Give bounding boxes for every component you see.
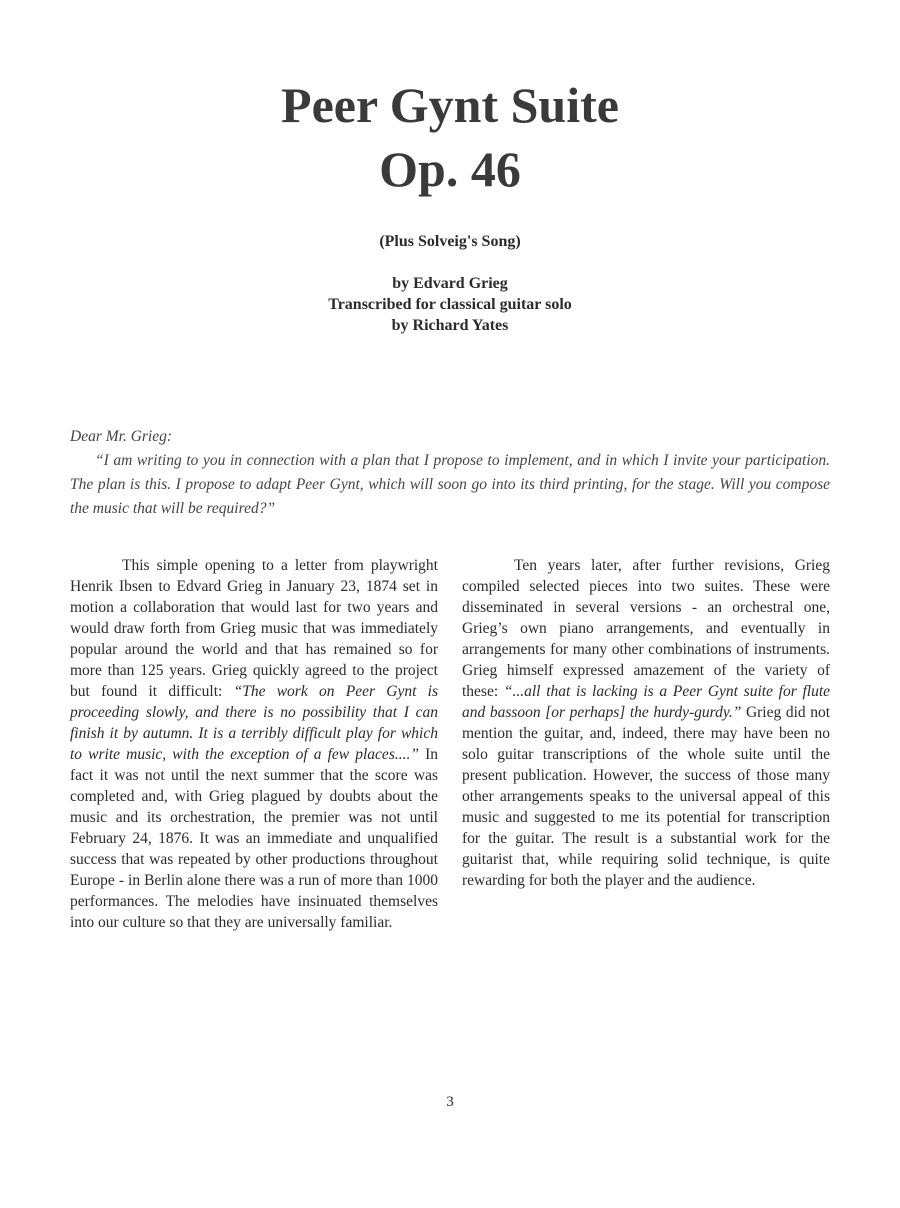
subtitle: (Plus Solveig's Song) (379, 233, 521, 250)
left-paragraph (70, 555, 438, 933)
transcription-credit: Transcribed for classical guitar solo (328, 296, 572, 313)
letter-quote: “I am writing to you in connection with a plan that I propose to implement, and in which I invite your participation. The plan is this. I propose to adapt Peer Gynt, which will soon go into its third printing, for the stage. Will you compose the music that will be required?” (70, 452, 830, 517)
arranger-credit: by Richard Yates (391, 317, 509, 334)
byline (0, 273, 900, 336)
title-line-2: Op. 46 (379, 141, 521, 197)
left-column (70, 555, 438, 933)
right-paragraph-quote: “...all that is lacking is a Peer Gynt suite for flute and bassoon [or perhaps] the hurdy-gurdy.” (462, 683, 831, 721)
left-paragraph-quote: “The work on Peer Gynt is proceeding slowly, and there is no possibility that I can finish it by autumn. It is a terribly difficult play for which to write music, with the exception of a few places....” (70, 683, 438, 763)
page-number: 3 (446, 1094, 454, 1110)
title-line-1: Peer Gynt Suite (281, 77, 619, 133)
letter-excerpt (70, 425, 830, 521)
left-paragraph-text-b: In fact it was not until the next summer that the score was completed and, with Grieg plagued by doubts about the music and its orchestration, the premier was not until February 24, 1876. It was an immediate and unqualified success that was repeated by other productions throughout Europe - in Berlin alone there was a run of more than 1000 performances. The melodies have insinuated themselves into our culture so that they are universally familiar. (70, 746, 438, 931)
composer-credit: by Edvard Grieg (392, 275, 508, 292)
right-paragraph-text-a: Ten years later, after further revisions, Grieg compiled selected pieces into two suites. These were disseminated in several versions - an orchestral one, Grieg’s own piano arrangements, and eventually in arrangements for many other combinations of instruments. Grieg himself expressed amazement of the variety of these: (462, 557, 830, 700)
letter-salutation: Dear Mr. Grieg: (70, 428, 173, 445)
right-paragraph (462, 555, 830, 891)
left-paragraph-text-a: This simple opening to a letter from playwright Henrik Ibsen to Edvard Grieg in January 23, 1874 set in motion a collaboration that would last for two years and would draw forth from Grieg music that was immediately popular around the world and that has remained so for more than 125 years. Grieg quickly agreed to the project but found it difficult: (70, 557, 438, 700)
right-paragraph-text-b: Grieg did not mention the guitar, and, indeed, there may have been no solo guitar transcriptions of the whole suite until the present publication. However, the success of those many other arrangements speaks to the universal appeal of this music and suggested to me its potential for transcription for the guitar. The result is a substantial work for the guitarist that, while requiring solid technique, is quite rewarding for both the player and the audience. (462, 704, 831, 889)
right-column (462, 555, 830, 891)
